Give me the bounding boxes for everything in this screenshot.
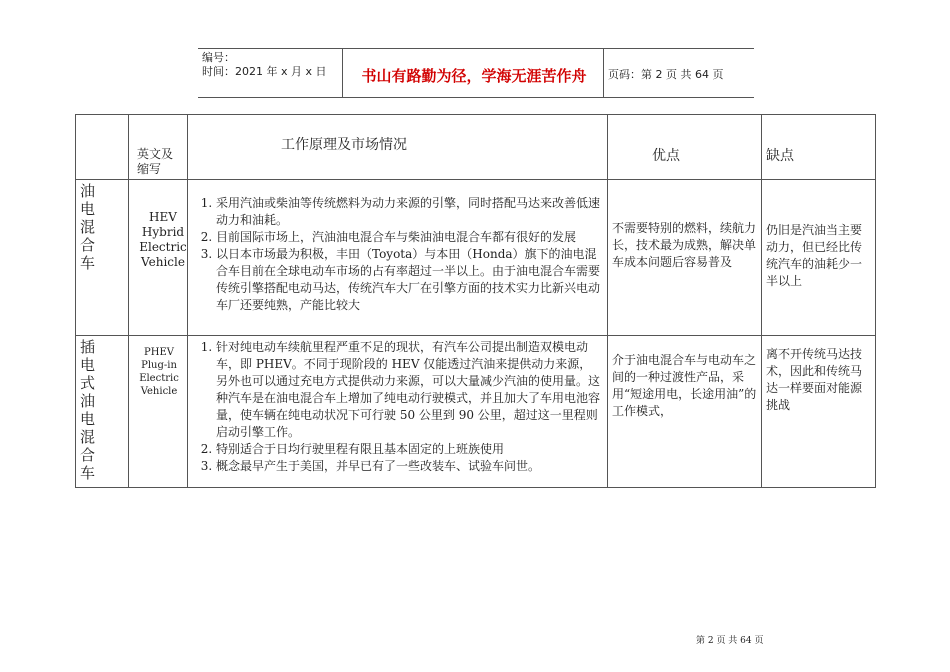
principle-header: 工作原理及市场情况: [281, 137, 407, 153]
header-divider: [603, 49, 604, 97]
comparison-table: [75, 114, 876, 488]
abbr-line: Hybrid: [141, 225, 185, 239]
list-item: 2. 特别适合于日均行驶里程有限且基本固定的上班族使用: [216, 441, 607, 458]
cons-header: 缺点: [766, 148, 794, 164]
pros-cell: [608, 180, 762, 336]
category-line: 式 油: [80, 374, 106, 410]
pros-text: 介于油电混合车与电动车之间的一种过渡性产品，采用“短途用电，长途用油”的工作模式，: [612, 353, 757, 418]
header-principle-cell: [188, 115, 608, 180]
page-number-label: 页码：第 2 页 共 64 页: [608, 68, 724, 81]
category-line: 合车: [80, 446, 106, 482]
page-footer: 第 2 页 共 64 页: [696, 636, 764, 646]
abbr-line: PHEV: [144, 347, 174, 358]
header-divider: [342, 49, 343, 97]
category-cell: [76, 336, 129, 488]
header-meta: [202, 51, 327, 79]
abbr-line: HEV: [149, 210, 177, 224]
table-header-row: [76, 115, 876, 180]
header-abbr-cell: [129, 115, 188, 180]
abbr-header-line-2: 缩写: [137, 162, 162, 176]
cons-text: 离不开传统马达技术，因此和传统马达一样要面对能源挑战: [766, 347, 863, 412]
header-pros-cell: [608, 115, 762, 180]
category-line: 车: [80, 254, 106, 272]
cons-cell: [762, 180, 876, 336]
abbr-line: Vehicle: [140, 386, 178, 397]
principle-list: [188, 336, 607, 475]
principle-list: [188, 180, 607, 314]
abbr-line: Electric: [139, 373, 179, 384]
abbr-header-line-1: 英文及: [137, 147, 174, 161]
page-header: [198, 48, 754, 98]
abbr-line: Electric: [139, 240, 187, 254]
abbr-line: Vehicle: [141, 255, 185, 269]
table-row: [76, 180, 876, 336]
principle-cell: [188, 336, 608, 488]
header-motto: 书山有路勤为径，学海无涯苦作舟: [361, 67, 587, 85]
list-item: 2. 目前国际市场上，汽油油电混合车与柴油油电混合车都有很好的发展: [216, 229, 607, 246]
list-item: 1. 针对纯电动车续航里程严重不足的现状，有汽车公司提出制造双模电动车，即 PHEV。不同于现阶段的 HEV 仅能透过汽油来提供动力来源，另外也可以通过充电方式提供动力来源，可以大量减少汽油的使用量。这种汽车是在油电混合车上增加了纯电动行驶模式，并且加大了车用电池容量，使车辆在纯电动状况下可行驶 50 公里到 90 公里，超过这一里程则启动引擎工作。: [216, 339, 607, 441]
abbr-cell: [129, 180, 188, 336]
category-line: 油 电: [80, 182, 106, 218]
list-item: 3. 以日本市场最为积极，丰田（Toyota）与本田（Honda）旗下的油电混合车目前在全球电动车市场的占有率超过一半以上。由于油电混合车需要传统引擎搭配电动马达，传统汽车大厂在引擎方面的技术实力比新兴电动车厂还要纯熟，产能比较大: [216, 246, 607, 314]
header-cons-cell: [762, 115, 876, 180]
header-category-cell: [76, 115, 129, 180]
category-line: 混 合: [80, 218, 106, 254]
pros-text: 不需要特别的燃料，续航力长，技术最为成熟，解决单车成本问题后容易普及: [612, 221, 757, 269]
category-line: 插 电: [80, 338, 106, 374]
list-item: 1. 采用汽油或柴油等传统燃料为动力来源的引擎，同时搭配马达来改善低速动力和油耗。: [216, 195, 607, 229]
number-label: 编号：: [202, 51, 235, 64]
pros-cell: [608, 336, 762, 488]
cons-cell: [762, 336, 876, 488]
abbr-cell: [129, 336, 188, 488]
category-line: 电 混: [80, 410, 106, 446]
abbr-line: Plug-in: [141, 360, 177, 371]
pros-header: 优点: [652, 148, 680, 164]
list-item: 3. 概念最早产生于美国，并早已有了一些改装车、试验车问世。: [216, 458, 607, 475]
category-cell: [76, 180, 129, 336]
time-label: 时间：2021 年 x 月 x 日: [202, 65, 327, 78]
principle-cell: [188, 180, 608, 336]
table-row: [76, 336, 876, 488]
cons-text: 仍旧是汽油当主要动力，但已经比传统汽车的油耗少一半以上: [766, 223, 863, 288]
